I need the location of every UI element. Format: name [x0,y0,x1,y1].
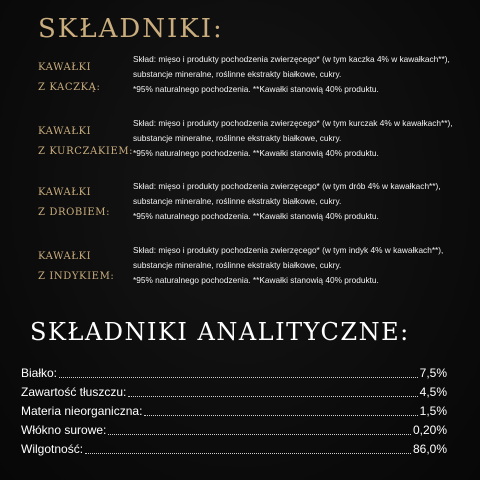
analysis-name: Materia nieorganiczna: [21,404,143,418]
flavor-composition [133,116,478,161]
composition-line: Skład: mięso i produkty pochodzenia zwierzęcego* (w tym kaczka 4% w kawałkach**), [133,54,450,64]
flavor-composition [133,179,478,224]
analysis-value: 0,20% [412,423,447,437]
analysis-row [21,402,447,421]
composition-line: Skład: mięso i produkty pochodzenia zwierzęcego* (w tym drób 4% w kawałkach**), [133,181,441,191]
flavor-label-line1: KAWAŁKI [38,62,92,73]
composition-line: substancje mineralne, roślinne ekstrakty białkowe, cukry. [133,196,342,206]
flavor-label-line2: Z KURCZAKIEM: [38,146,134,157]
flavor-label [38,183,110,223]
dot-leader [59,377,418,378]
analysis-name: Zawartość tłuszczu: [21,385,127,399]
flavor-composition [133,243,478,288]
analysis-name: Białko: [21,366,58,380]
composition-line: substancje mineralne, roślinne ekstrakty białkowe, cukry. [133,69,342,79]
flavor-label [38,122,133,162]
flavor-label-line1: KAWAŁKI [38,251,92,262]
flavor-label [38,247,114,287]
analysis-value: 4,5% [419,385,447,399]
flavor-label-line1: KAWAŁKI [38,187,92,198]
composition-line: substancje mineralne, roślinne ekstrakty białkowe, cukry. [133,133,342,143]
analysis-row [21,364,447,383]
flavor-label-line1: KAWAŁKI [38,126,92,137]
analysis-name: Włókno surowe: [21,423,107,437]
analysis-row [21,383,447,402]
flavor-label [38,58,100,98]
analysis-name: Wilgotność: [21,442,84,456]
dot-leader [128,396,417,397]
analysis-value: 1,5% [419,404,447,418]
flavor-composition [133,52,478,97]
analysis-row [21,421,447,440]
dot-leader [108,434,411,435]
dot-leader [85,453,411,454]
composition-line: *95% naturalnego pochodzenia. **Kawałki stanowią 40% produktu. [133,148,379,158]
composition-line: *95% naturalnego pochodzenia. **Kawałki stanowią 40% produktu. [133,84,379,94]
analysis-table [21,364,447,459]
analysis-row [21,440,447,459]
flavor-label-line2: Z DROBIEM: [38,207,111,218]
flavor-label-line2: Z KACZKĄ: [38,82,101,93]
ingredients-title: SKŁADNIKI: [38,14,224,44]
analysis-title: SKŁADNIKI ANALITYCZNE: [30,318,410,346]
composition-line: *95% naturalnego pochodzenia. **Kawałki stanowią 40% produktu. [133,211,379,221]
analysis-value: 7,5% [419,366,447,380]
dot-leader [144,415,417,416]
flavor-label-line2: Z INDYKIEM: [38,271,115,282]
composition-line: Skład: mięso i produkty pochodzenia zwierzęcego* (w tym kurczak 4% w kawałkach**), [133,118,453,128]
composition-line: Skład: mięso i produkty pochodzenia zwierzęcego* (w tym indyk 4% w kawałkach**), [133,245,444,255]
composition-line: substancje mineralne, roślinne ekstrakty białkowe, cukry. [133,260,342,270]
composition-line: *95% naturalnego pochodzenia. **Kawałki stanowią 40% produktu. [133,275,379,285]
analysis-value: 86,0% [412,442,447,456]
